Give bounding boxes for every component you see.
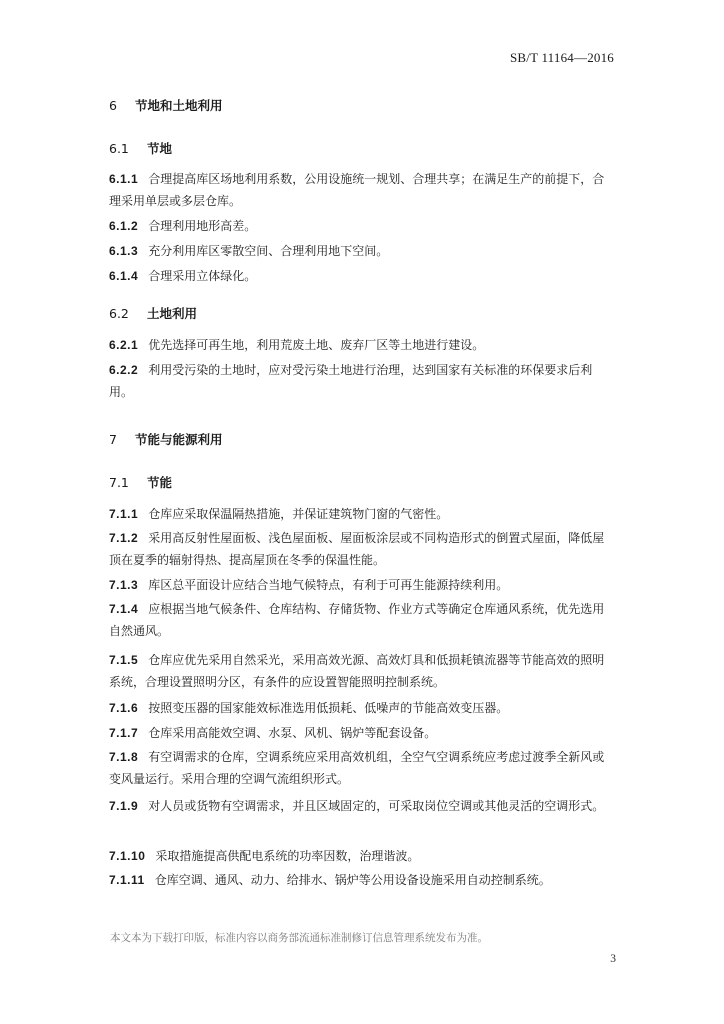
clause-number: 7.1.4 [109, 602, 139, 616]
clause-7-1-8 [109, 746, 615, 790]
clause-text: 仓库空调、通风、动力、给排水、锅炉等公用设备设施采用自动控制系统。 [154, 873, 551, 887]
clause-number: 7.1.10 [109, 849, 146, 863]
section-title: 节能 [147, 475, 173, 490]
clause-7-1-5 [109, 649, 615, 693]
clause-7-1-3 [109, 574, 615, 596]
clause-number: 6.1.1 [109, 172, 139, 186]
clause-text: 应根据当地气候条件、仓库结构、存储货物、作业方式等确定仓库通风系统，优先选用自然通风。 [109, 602, 605, 638]
download-note: 本文本为下载打印版，标准内容以商务部流通标准制修订信息管理系统发布为准。 [110, 932, 488, 944]
clause-text: 对人员或货物有空调需求，并且区域固定的，可采取岗位空调或其他灵活的空调形式。 [148, 799, 605, 813]
clause-number: 6.1.2 [109, 219, 139, 233]
section-6-heading [109, 96, 223, 114]
section-number: 6 [109, 98, 117, 113]
section-6-1-heading [109, 139, 172, 157]
clause-text: 合理提高库区场地利用系数，公用设施统一规划、合理共享；在满足生产的前提下，合理采用单层或多层仓库。 [109, 172, 605, 208]
clause-text: 合理采用立体绿化。 [148, 269, 257, 283]
clause-7-1-4 [109, 598, 615, 642]
clause-text: 采取措施提高供配电系统的功率因数，治理谐波。 [155, 849, 420, 863]
section-title: 土地利用 [147, 306, 198, 321]
section-number: 6.2 [109, 306, 129, 321]
section-title: 节地 [147, 141, 173, 156]
clause-number: 7.1.5 [109, 653, 139, 667]
clause-number: 6.1.3 [109, 244, 139, 258]
section-number: 7 [109, 432, 117, 447]
clause-text: 利用受污染的土地时，应对受污染土地进行治理，达到国家有关标准的环保要求后利用。 [109, 363, 593, 399]
clause-6-2-1 [109, 334, 615, 356]
section-title: 节地和土地利用 [135, 98, 223, 113]
clause-text: 优先选择可再生地，利用荒废土地、废弃厂区等土地进行建设。 [148, 338, 485, 352]
clause-number: 7.1.2 [109, 531, 139, 545]
section-title: 节能与能源利用 [135, 432, 223, 447]
clause-6-1-3 [109, 240, 615, 262]
clause-6-1-2 [109, 215, 615, 237]
clause-number: 7.1.8 [109, 750, 139, 764]
clause-7-1-6 [109, 697, 615, 719]
clause-text: 充分利用库区零散空间、合理利用地下空间。 [148, 244, 389, 258]
section-7-1-heading [109, 473, 172, 491]
clause-6-2-2 [109, 359, 615, 403]
clause-text: 合理利用地形高差。 [148, 219, 257, 233]
section-6-2-heading [109, 304, 197, 322]
clause-7-1-1 [109, 503, 615, 525]
clause-number: 7.1.11 [109, 873, 145, 887]
standard-code: SB/T 11164—2016 [509, 50, 614, 65]
clause-number: 7.1.7 [109, 726, 139, 740]
section-7-heading [109, 430, 223, 448]
clause-number: 7.1.9 [109, 799, 139, 813]
section-number: 7.1 [109, 475, 129, 490]
clause-text: 仓库应优先采用自然采光，采用高效光源、高效灯具和低损耗镇流器等节能高效的照明系统，合理设置照明分区，有条件的应设置智能照明控制系统。 [109, 653, 605, 689]
clause-7-1-10 [109, 845, 615, 867]
clause-number: 7.1.1 [109, 507, 139, 521]
clause-text: 仓库采用高能效空调、水泵、风机、锅炉等配套设备。 [148, 726, 437, 740]
clause-6-1-4 [109, 265, 615, 287]
clause-text: 有空调需求的仓库，空调系统应采用高效机组，全空气空调系统应考虑过渡季全新风或变风量运行。采用合理的空调气流组织形式。 [109, 750, 605, 786]
clause-7-1-11 [109, 869, 615, 891]
clause-number: 7.1.3 [109, 578, 139, 592]
clause-number: 7.1.6 [109, 701, 139, 715]
clause-7-1-7 [109, 722, 615, 744]
section-number: 6.1 [109, 141, 129, 156]
clause-6-1-1 [109, 168, 615, 212]
clause-text: 仓库应采取保温隔热措施，并保证建筑物门窗的气密性。 [148, 507, 449, 521]
clause-text: 采用高反射性屋面板、浅色屋面板、屋面板涂层或不同构造形式的倒置式屋面，降低屋顶在夏季的辐射得热、提高屋顶在冬季的保温性能。 [109, 531, 605, 567]
clause-7-1-2 [109, 527, 615, 571]
clause-text: 按照变压器的国家能效标准选用低损耗、低噪声的节能高效变压器。 [148, 701, 509, 715]
page-number: 3 [610, 953, 616, 965]
clause-text: 库区总平面设计应结合当地气候特点，有利于可再生能源持续利用。 [148, 578, 509, 592]
clause-number: 6.2.2 [109, 363, 139, 377]
clause-number: 6.1.4 [109, 269, 139, 283]
clause-7-1-9 [109, 795, 615, 817]
clause-number: 6.2.1 [109, 338, 139, 352]
